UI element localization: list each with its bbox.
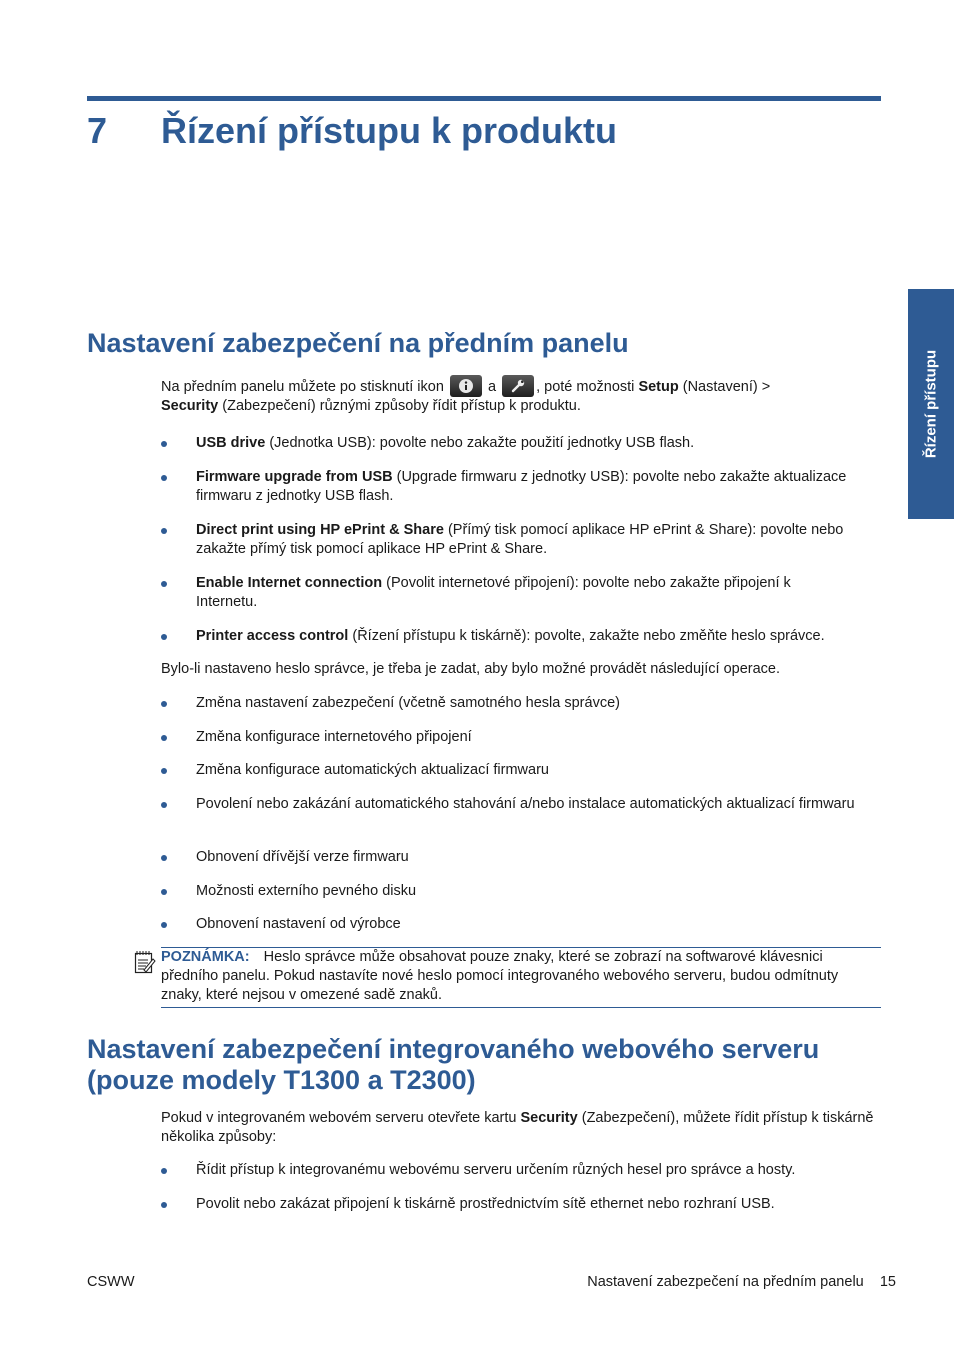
- wrench-icon: [502, 375, 534, 397]
- bullet-dot: [161, 768, 167, 774]
- page-number: 15: [879, 1274, 896, 1290]
- chapter-number: 7: [87, 110, 108, 151]
- password-intro: Bylo-li nastaveno heslo správce, je třeba je zadat, aby bylo možné provádět následující operace.: [161, 661, 781, 677]
- side-tab-label: Řízení přístupu: [922, 349, 940, 459]
- side-tab: [908, 289, 954, 519]
- feature-name: Printer access control: [196, 628, 349, 644]
- intro-text: Pokud v integrovaném webovém serveru otevřete kartu: [161, 1110, 517, 1126]
- bullet-dot: [161, 922, 167, 928]
- info-icon: [450, 375, 482, 397]
- feature-text: (Povolit internetové připojení): povolte nebo zakažte připojení k Internetu.: [196, 575, 791, 610]
- chapter-title: [87, 110, 617, 152]
- section2-intro: [161, 1109, 883, 1147]
- footer-section: Nastavení zabezpečení na předním panelu: [587, 1274, 864, 1290]
- bullet-dot: [161, 701, 167, 707]
- section-heading-embedded-web-server: [87, 1034, 819, 1096]
- intro-text-2: (Zabezpečení), můžete řídit přístup k tiskárně několika způsoby:: [161, 1110, 874, 1145]
- bullet-dot: [161, 1168, 167, 1174]
- bullet-dot: [161, 889, 167, 895]
- bullet-dot: [161, 475, 167, 481]
- footer-right: [587, 1273, 896, 1291]
- intro-text: Na předním panelu můžete po stisknutí ikon: [161, 379, 444, 395]
- bullet-dot: [161, 802, 167, 808]
- feature-name: USB drive: [196, 435, 266, 451]
- feature-name: Firmware upgrade from USB: [196, 469, 393, 485]
- note-icon: [134, 950, 156, 974]
- operation-text: Změna konfigurace internetového připojení: [196, 729, 472, 745]
- operation-text: Změna konfigurace automatických aktualizací firmwaru: [196, 762, 549, 778]
- operation-text: Povolení nebo zakázání automatického stahování a/nebo instalace automatických aktualizací firmwaru: [196, 796, 855, 812]
- note-text: Heslo správce může obsahovat pouze znaky, které se zobrazí na softwarové klávesnici předního panelu. Pokud nastavíte nové heslo pomocí integrovaného webového serveru, budou odmítnuty znaky, které nejsou v omezené sadě znaků.: [161, 949, 839, 1003]
- intro-text-2: , poté možnosti: [536, 379, 635, 395]
- bullet-dot: [161, 735, 167, 741]
- chapter-title-text: Řízení přístupu k produktu: [161, 110, 617, 151]
- footer-left: CSWW: [87, 1274, 135, 1290]
- security-term: Security: [520, 1110, 578, 1126]
- operation-text: Změna nastavení zabezpečení (včetně samotného hesla správce): [196, 695, 620, 711]
- feature-text: (Jednotka USB): povolte nebo zakažte použití jednotky USB flash.: [269, 435, 695, 451]
- bullet-dot: [161, 1202, 167, 1208]
- intro-and: a: [487, 379, 497, 395]
- item-text: Povolit nebo zakázat připojení k tiskárně prostřednictvím sítě ethernet nebo rozhraní USB.: [196, 1196, 775, 1212]
- bullet-dot: [161, 634, 167, 640]
- chapter-rule: [87, 96, 881, 101]
- bullet-dot: [161, 441, 167, 447]
- operation-text: Obnovení dřívější verze firmwaru: [196, 849, 409, 865]
- feature-name: Direct print using HP ePrint & Share: [196, 522, 444, 538]
- operation-text: Obnovení nastavení od výrobce: [196, 916, 401, 932]
- section-heading-front-panel: Nastavení zabezpečení na předním panelu: [87, 328, 629, 358]
- setup-term: Setup: [638, 379, 679, 395]
- feature-text: (Řízení přístupu k tiskárně): povolte, zakažte nebo změňte heslo správce.: [352, 628, 825, 644]
- feature-name: Enable Internet connection: [196, 575, 383, 591]
- bullet-dot: [161, 581, 167, 587]
- section2-heading-line1: Nastavení zabezpečení integrovaného webového serveru: [87, 1034, 820, 1064]
- section2-heading-line2: (pouze modely T1300 a T2300): [87, 1065, 476, 1095]
- feature-text: (Přímý tisk pomocí aplikace HP ePrint & Share): povolte nebo zakažte přímý tisk pomocí aplikace HP ePrint & Share.: [196, 522, 844, 557]
- bullet-dot: [161, 855, 167, 861]
- intro-text-3: (Nastavení) >: [682, 379, 771, 395]
- operation-text: Možnosti externího pevného disku: [196, 883, 417, 899]
- security-term: Security: [161, 398, 219, 414]
- bullet-dot: [161, 528, 167, 534]
- intro-text-4: (Zabezpečení) různými způsoby řídit přístup k produktu.: [222, 398, 581, 414]
- item-text: Řídit přístup k integrovanému webovému serveru určením různých hesel pro správce a hosty.: [196, 1162, 796, 1178]
- feature-text: (Upgrade firmwaru z jednotky USB): povolte nebo zakažte aktualizace firmwaru z jednotky USB flash.: [196, 469, 847, 504]
- note-label: POZNÁMKA:: [161, 949, 250, 965]
- section1-intro: [161, 375, 883, 416]
- note-box: [161, 947, 881, 1008]
